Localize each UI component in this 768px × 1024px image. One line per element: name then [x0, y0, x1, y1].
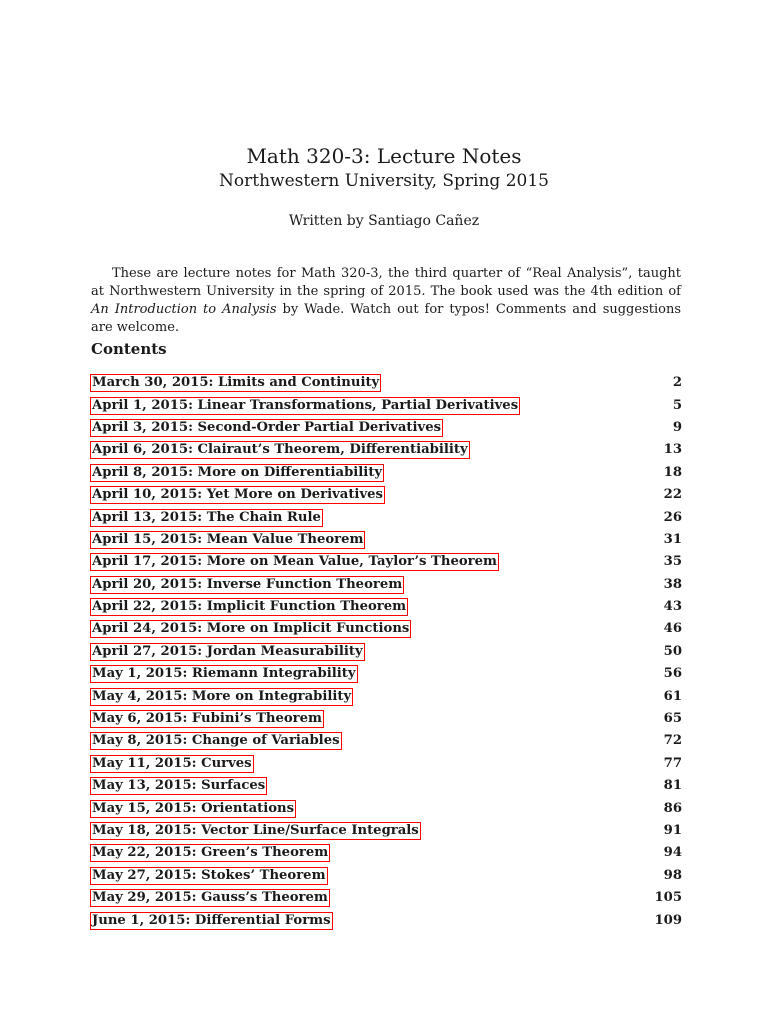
toc-entry — [90, 462, 682, 484]
toc-entry — [90, 887, 682, 909]
toc-entry-page-number: 86 — [663, 800, 682, 816]
toc-entry-page-number: 77 — [663, 755, 682, 771]
toc-entry-link[interactable]: May 18, 2015: Vector Line/Surface Integrals — [92, 823, 419, 838]
toc-entry-page-number: 31 — [663, 531, 682, 547]
toc-entry-link[interactable]: June 1, 2015: Differential Forms — [92, 912, 331, 928]
toc-entry-link[interactable]: May 4, 2015: More on Integrability — [92, 688, 352, 704]
toc-entry — [90, 372, 682, 394]
document-title: Math 320-3: Lecture Notes — [246, 144, 522, 168]
toc-entry-link[interactable]: April 8, 2015: More on Differentiability — [92, 464, 383, 480]
toc-entry — [90, 529, 682, 551]
toc-entry — [90, 753, 682, 775]
toc-entry-page-number: 46 — [663, 621, 682, 637]
abstract-text — [91, 265, 681, 337]
toc-entry-link[interactable]: May 15, 2015: Orientations — [92, 800, 295, 816]
toc-entry — [90, 663, 682, 685]
toc-entry-page-number: 94 — [663, 845, 682, 861]
table-of-contents — [90, 372, 682, 932]
toc-entry-page-number: 9 — [672, 419, 682, 435]
toc-entry-link[interactable]: April 10, 2015: Yet More on Derivatives — [92, 487, 383, 503]
toc-entry-page-number: 72 — [663, 733, 682, 749]
toc-entry — [90, 551, 682, 573]
toc-entry-link[interactable]: May 1, 2015: Riemann Integrability — [92, 666, 356, 682]
toc-entry-link[interactable]: April 20, 2015: Inverse Function Theorem — [92, 576, 403, 592]
toc-entry-page-number: 105 — [654, 890, 682, 906]
toc-entry-link[interactable]: April 1, 2015: Linear Transformations, Partial Derivatives — [92, 397, 519, 413]
toc-entry-link[interactable]: April 22, 2015: Implicit Function Theorem — [92, 599, 407, 615]
author-line: Written by Santiago Cañez — [288, 213, 480, 229]
toc-entry-page-number: 22 — [663, 487, 682, 503]
toc-entry-link[interactable]: March 30, 2015: Limits and Continuity — [92, 375, 380, 391]
toc-entry-link[interactable]: May 13, 2015: Surfaces — [92, 778, 266, 794]
toc-entry — [90, 574, 682, 596]
toc-entry — [90, 596, 682, 618]
toc-entry — [90, 842, 682, 864]
toc-entry-link[interactable]: May 11, 2015: Curves — [92, 755, 252, 771]
toc-entry-page-number: 50 — [663, 643, 682, 659]
toc-entry-link[interactable]: April 15, 2015: Mean Value Theorem — [92, 531, 364, 547]
toc-entry-link[interactable]: May 29, 2015: Gauss’s Theorem — [92, 890, 328, 906]
toc-entry — [90, 708, 682, 730]
toc-entry — [90, 506, 682, 528]
toc-entry — [90, 820, 682, 842]
toc-entry — [90, 797, 682, 819]
toc-entry — [90, 417, 682, 439]
toc-entry-link[interactable]: April 13, 2015: The Chain Rule — [92, 509, 321, 525]
toc-entry-page-number: 13 — [663, 442, 682, 458]
toc-entry-page-number: 61 — [663, 688, 682, 704]
toc-entry-page-number: 81 — [663, 778, 682, 794]
toc-entry — [90, 865, 682, 887]
book-title: An Introduction to Analysis — [91, 302, 277, 317]
contents-heading: Contents — [91, 340, 167, 358]
toc-entry-page-number: 35 — [663, 554, 682, 570]
toc-entry — [90, 641, 682, 663]
document-subtitle: Northwestern University, Spring 2015 — [219, 171, 549, 191]
toc-entry-link[interactable]: May 8, 2015: Change of Variables — [92, 733, 340, 749]
toc-entry-page-number: 65 — [663, 711, 682, 727]
toc-entry-page-number: 2 — [672, 375, 682, 391]
toc-entry-link[interactable]: April 27, 2015: Jordan Measurability — [92, 643, 363, 659]
toc-entry-page-number: 43 — [663, 599, 682, 615]
toc-entry — [90, 439, 682, 461]
toc-entry-page-number: 38 — [663, 576, 682, 592]
toc-entry — [90, 909, 682, 931]
toc-entry-page-number: 26 — [663, 509, 682, 525]
toc-entry-link[interactable]: April 6, 2015: Clairaut’s Theorem, Differentiability — [92, 442, 468, 458]
toc-entry-page-number: 5 — [672, 397, 682, 413]
toc-entry — [90, 685, 682, 707]
toc-entry-link[interactable]: May 27, 2015: Stokes’ Theorem — [92, 867, 326, 883]
toc-entry-link[interactable]: April 24, 2015: More on Implicit Functions — [92, 621, 410, 637]
toc-entry-link[interactable]: April 17, 2015: More on Mean Value, Taylor’s Theorem — [92, 554, 497, 570]
abstract-paragraph — [91, 265, 681, 337]
toc-entry-page-number: 109 — [654, 912, 682, 928]
toc-entry — [90, 394, 682, 416]
toc-entry-page-number: 18 — [663, 464, 682, 480]
toc-entry-page-number: 56 — [663, 666, 682, 682]
toc-entry-link[interactable]: May 22, 2015: Green’s Theorem — [92, 845, 329, 861]
toc-entry — [90, 618, 682, 640]
toc-entry-page-number: 98 — [663, 867, 682, 883]
toc-entry-link[interactable]: April 3, 2015: Second-Order Partial Derivatives — [92, 419, 442, 435]
toc-entry — [90, 775, 682, 797]
toc-entry — [90, 730, 682, 752]
toc-entry-link[interactable]: May 6, 2015: Fubini’s Theorem — [92, 711, 322, 727]
abstract-text-part2: by Wade. Watch out for typos! Comments and suggestions are welcome. — [91, 302, 681, 335]
abstract-text-part1: These are lecture notes for Math 320-3, the third quarter of “Real Analysis”, taught at Northwestern University in the spring of 2015. The book used was the 4th edition of — [91, 266, 681, 299]
toc-entry-page-number: 91 — [663, 823, 682, 838]
toc-entry — [90, 484, 682, 506]
